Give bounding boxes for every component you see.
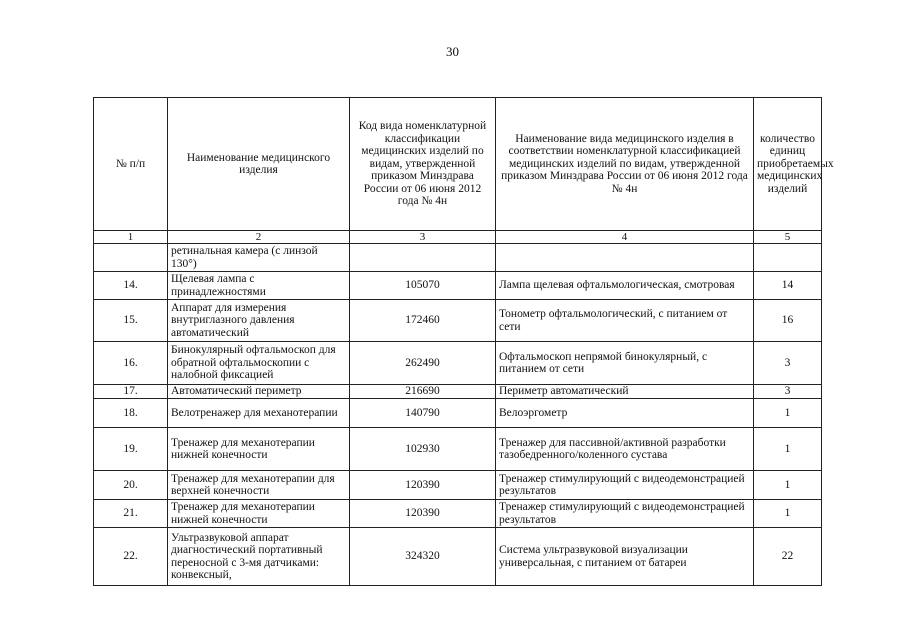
row-num bbox=[94, 244, 168, 272]
table-row bbox=[94, 500, 822, 528]
row-num: 20. bbox=[94, 471, 168, 500]
row-device-name: Велотренажер для механотерапии bbox=[168, 399, 350, 428]
row-num: 16. bbox=[94, 342, 168, 385]
row-device-name: Тренажер для механотерапии нижней конечности bbox=[168, 500, 350, 528]
row-code: 324320 bbox=[350, 528, 496, 586]
table-row bbox=[94, 428, 822, 471]
table-row bbox=[94, 272, 822, 300]
row-type-name: Тренажер стимулирующий с видеодемонстрацией результатов bbox=[496, 500, 754, 528]
row-device-name: ретинальная камера (с линзой 130°) bbox=[168, 244, 350, 272]
row-quantity: 22 bbox=[754, 528, 822, 586]
row-device-name: Автоматический периметр bbox=[168, 385, 350, 399]
row-num: 17. bbox=[94, 385, 168, 399]
table-row bbox=[94, 342, 822, 385]
column-number: 3 bbox=[350, 231, 496, 244]
row-quantity bbox=[754, 244, 822, 272]
table-row bbox=[94, 471, 822, 500]
row-type-name: Тонометр офтальмологический, с питанием от сети bbox=[496, 300, 754, 342]
row-code: 172460 bbox=[350, 300, 496, 342]
row-type-name: Система ультразвуковой визуализации универсальная, с питанием от батареи bbox=[496, 528, 754, 586]
row-type-name: Лампа щелевая офтальмологическая, смотровая bbox=[496, 272, 754, 300]
row-quantity: 3 bbox=[754, 342, 822, 385]
row-code bbox=[350, 244, 496, 272]
table-row bbox=[94, 300, 822, 342]
row-num: 21. bbox=[94, 500, 168, 528]
column-number: 1 bbox=[94, 231, 168, 244]
table-header-row bbox=[94, 98, 822, 231]
row-device-name: Ультразвуковой аппарат диагностический портативный переносной с 3-мя датчиками: конвексный, bbox=[168, 528, 350, 586]
row-type-name: Велоэргометр bbox=[496, 399, 754, 428]
column-number: 5 bbox=[754, 231, 822, 244]
row-num: 14. bbox=[94, 272, 168, 300]
row-num: 19. bbox=[94, 428, 168, 471]
table-row bbox=[94, 399, 822, 428]
header-quantity: количество единиц приобретаемых медицинских изделий bbox=[754, 98, 822, 231]
row-quantity: 1 bbox=[754, 399, 822, 428]
row-quantity: 14 bbox=[754, 272, 822, 300]
row-device-name: Аппарат для измерения внутриглазного давления автоматический bbox=[168, 300, 350, 342]
row-quantity: 1 bbox=[754, 500, 822, 528]
page-number: 30 bbox=[446, 44, 459, 59]
header-code: Код вида номенклатурной классификации медицинских изделий по видам, утвержденной приказом Минздрава России от 06 июня 2012 года № 4н bbox=[350, 98, 496, 231]
row-quantity: 1 bbox=[754, 428, 822, 471]
row-device-name: Бинокулярный офтальмоскоп для обратной офтальмоскопии с налобной фиксацией bbox=[168, 342, 350, 385]
equipment-table bbox=[93, 97, 834, 586]
row-type-name: Тренажер для пассивной/активной разработки тазобедренного/коленного сустава bbox=[496, 428, 754, 471]
row-num: 22. bbox=[94, 528, 168, 586]
row-num: 18. bbox=[94, 399, 168, 428]
row-type-name: Периметр автоматический bbox=[496, 385, 754, 399]
row-type-name: Тренажер стимулирующий с видеодемонстрацией результатов bbox=[496, 471, 754, 500]
row-quantity: 3 bbox=[754, 385, 822, 399]
table-row bbox=[94, 385, 822, 399]
row-code: 120390 bbox=[350, 500, 496, 528]
row-quantity: 16 bbox=[754, 300, 822, 342]
column-number-row bbox=[94, 231, 822, 244]
row-code: 102930 bbox=[350, 428, 496, 471]
row-code: 140790 bbox=[350, 399, 496, 428]
header-type-name: Наименование вида медицинского изделия в соответствии номенклатурной классификацией медицинских изделий по видам, утвержденной приказом Минздрава России от 06 июня 2012 года № 4н bbox=[496, 98, 754, 231]
header-num: № п/п bbox=[94, 98, 168, 231]
row-quantity: 1 bbox=[754, 471, 822, 500]
row-num: 15. bbox=[94, 300, 168, 342]
column-number: 2 bbox=[168, 231, 350, 244]
row-device-name: Тренажер для механотерапии для верхней конечности bbox=[168, 471, 350, 500]
row-device-name: Тренажер для механотерапии нижней конечности bbox=[168, 428, 350, 471]
row-device-name: Щелевая лампа с принадлежностями bbox=[168, 272, 350, 300]
row-code: 105070 bbox=[350, 272, 496, 300]
row-type-name bbox=[496, 244, 754, 272]
row-code: 262490 bbox=[350, 342, 496, 385]
table-row bbox=[94, 528, 822, 586]
row-code: 216690 bbox=[350, 385, 496, 399]
row-code: 120390 bbox=[350, 471, 496, 500]
column-number: 4 bbox=[496, 231, 754, 244]
row-type-name: Офтальмоскоп непрямой бинокулярный, с питанием от сети bbox=[496, 342, 754, 385]
header-device-name: Наименование медицинского изделия bbox=[168, 98, 350, 231]
table-row bbox=[94, 244, 822, 272]
